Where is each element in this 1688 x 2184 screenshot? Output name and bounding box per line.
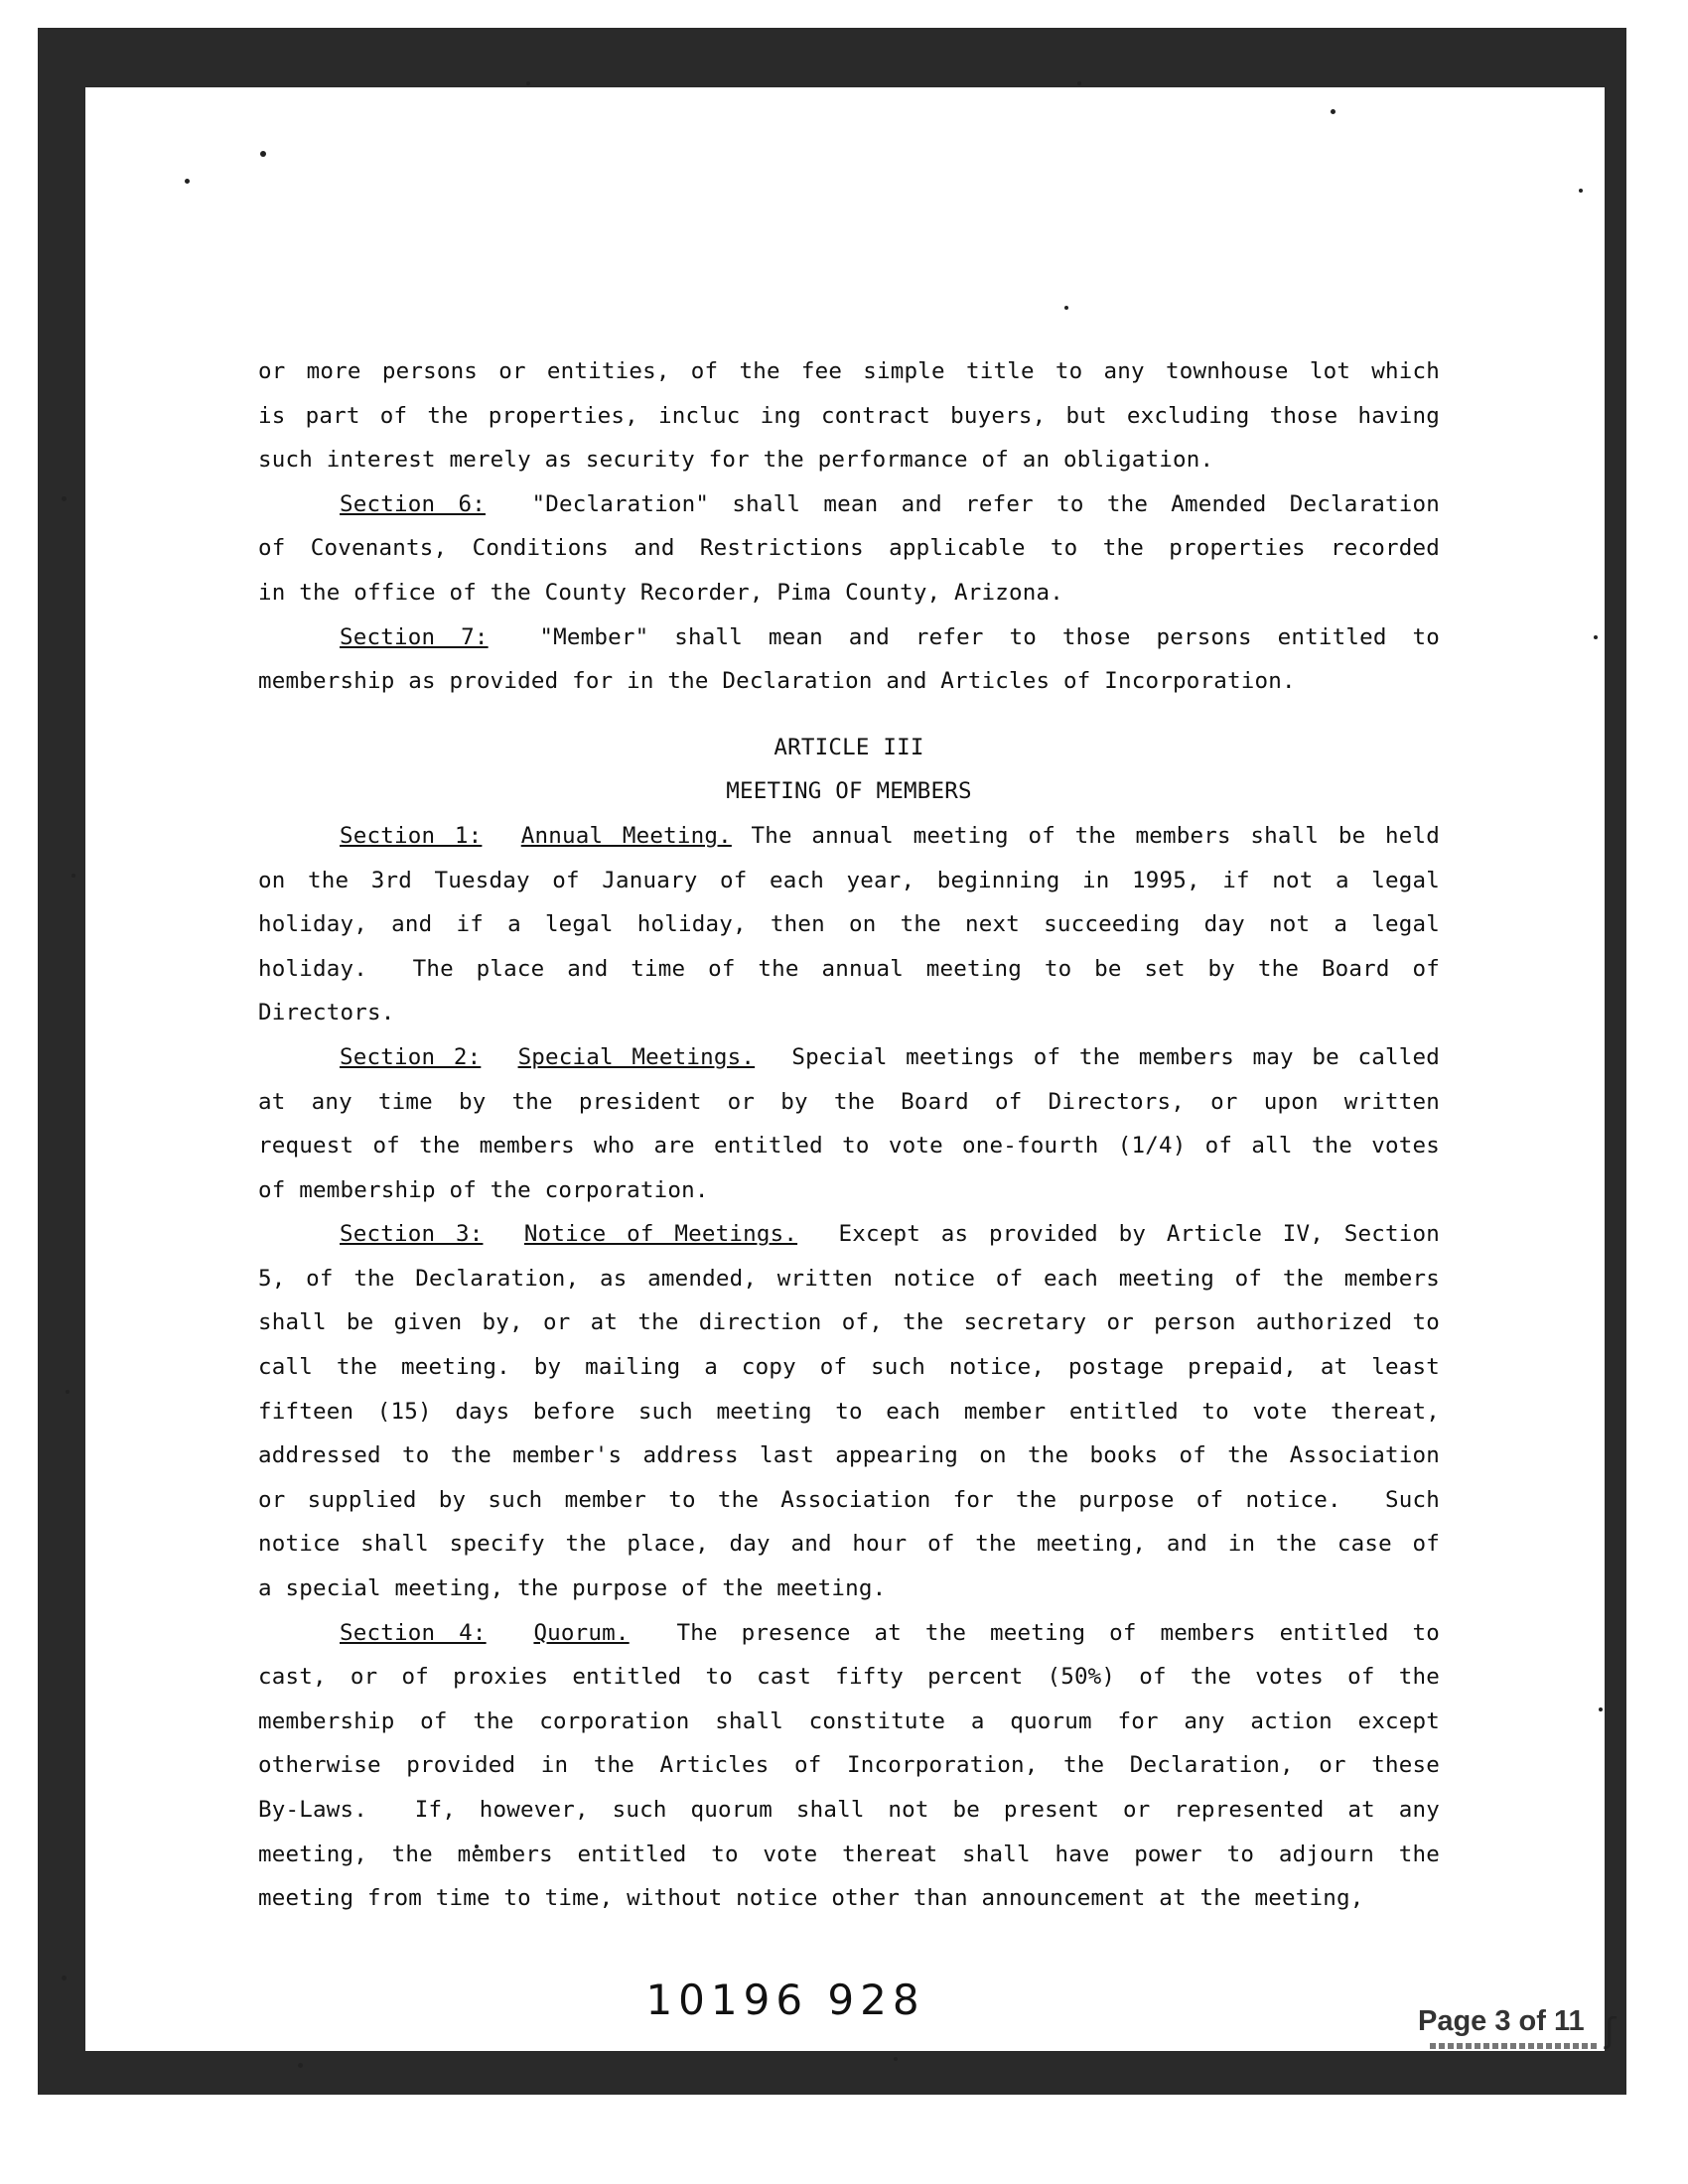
text-line: membership of the corporation shall constitute a quorum for any action except [258,1707,1440,1734]
section-heading-line [258,1035,1440,1080]
scan-speck [1599,1707,1603,1711]
text-line: a special meeting, the purpose of the meeting. [258,1575,887,1602]
paragraph-member-owner [258,349,1440,482]
section-label: Section 1: [340,822,483,849]
text-line: of Covenants, Conditions and Restrictions applicable to the properties recorded [258,535,1440,562]
section-heading-line [258,814,1440,859]
section-label: Section 2: [340,1043,482,1070]
text-line: such interest merely as security for the performance of an obligation. [258,447,1214,474]
section-text: The presence at the meeting of members entitled to [629,1619,1440,1646]
scan-speck [185,179,190,184]
section-label: Section 6: [340,490,486,517]
section-heading-line [258,1212,1440,1257]
text-line: addressed to the member's address last appearing on the books of the Association [258,1442,1440,1469]
page-edge-mark: ʃ [1605,2011,1617,2051]
scan-speck [1594,635,1598,639]
page-indicator: Page 3 of 11 [1418,2005,1585,2037]
scan-speck [66,1390,70,1394]
text-line: cast, or of proxies entitled to cast fifty percent (50%) of the votes of the [258,1664,1440,1691]
text-line: meeting from time to time, without notice other than announcement at the meeting, [258,1885,1364,1912]
article-section [258,1212,1440,1610]
recording-number: 10196 928 [645,1976,925,2024]
article-title: MEETING OF MEMBERS [726,778,972,805]
section-text: "Member" shall mean and refer to those persons entitled to [488,623,1440,650]
article-sections [258,814,1440,1921]
text-line: meeting, the members entitled to vote thereat shall have power to adjourn the [258,1841,1440,1867]
document-body [258,349,1440,1921]
section-7 [258,615,1440,704]
text-line: at any time by the president or by the Board of Directors, or upon written [258,1088,1440,1115]
text-line: or more persons or entities, of the fee simple title to any townhouse lot which [258,358,1440,384]
text-line: request of the members who are entitled to vote one-fourth (1/4) of all the votes [258,1133,1440,1160]
scan-speck [1064,306,1068,310]
text-line: otherwise provided in the Articles of Incorporation, the Declaration, or these [258,1752,1440,1779]
print-timestamp-stamp [1430,2043,1599,2049]
article-section [258,1611,1440,1921]
section-label: Section 7: [340,623,489,650]
scan-speck [1579,189,1583,193]
text-line: 5, of the Declaration, as amended, written notice of each meeting of the members [258,1265,1440,1292]
text-line: is part of the properties, incluc ing contract buyers, but excluding those having [258,402,1440,429]
article-section [258,1035,1440,1212]
text-line: on the 3rd Tuesday of January of each year, beginning in 1995, if not a legal [258,867,1440,893]
section-title: Quorum. [533,1619,630,1646]
scan-speck [71,874,75,878]
section-title: Notice of Meetings. [523,1221,798,1248]
section-text: "Declaration" shall mean and refer to the Amended Declaration [485,490,1440,517]
section-label: Section 3: [340,1221,484,1248]
text-line: of membership of the corporation. [258,1176,709,1203]
section-title: Annual Meeting. [520,822,732,849]
text-line: shall be given by, or at the direction of, the secretary or person authorized to [258,1309,1440,1336]
section-text: Except as provided by Article IV, Section [797,1221,1440,1248]
article-section [258,814,1440,1035]
scan-speck [298,2063,303,2068]
section-title: Special Meetings. [517,1043,756,1070]
text-line: in the office of the County Recorder, Pima County, Arizona. [258,579,1064,606]
scan-speck [526,81,530,85]
text-line: Directors. [258,1000,395,1026]
scan-speck [1331,109,1336,114]
text-line: notice shall specify the place, day and hour of the meeting, and in the case of [258,1531,1440,1558]
scan-speck [260,151,266,157]
scan-speck [62,496,67,501]
article-number: ARTICLE III [774,734,924,760]
scan-speck [62,1976,67,1980]
text-line: holiday. The place and time of the annual meeting to be set by the Board of [258,955,1440,982]
scan-speck [1077,81,1081,85]
scan-speck [894,2057,898,2061]
section-text: Special meetings of the members may be called [755,1043,1440,1070]
text-line: holiday, and if a legal holiday, then on the next succeeding day not a legal [258,911,1440,938]
text-line: fifteen (15) days before such meeting to each member entitled to vote thereat, [258,1398,1440,1425]
text-line: membership as provided for in the Declaration and Articles of Incorporation. [258,668,1296,695]
section-heading-line [258,615,1440,660]
section-heading-line [258,1611,1440,1656]
section-text: The annual meeting of the members shall be held [731,822,1440,849]
text-line: By-Laws. If, however, such quorum shall not be present or represented at any [258,1797,1440,1823]
section-heading-line [258,482,1440,527]
section-label: Section 4: [340,1619,487,1646]
text-line: or supplied by such member to the Association for the purpose of notice. Such [258,1486,1440,1513]
section-6 [258,482,1440,615]
text-line: call the meeting. by mailing a copy of such notice, postage prepaid, at least [258,1354,1440,1381]
